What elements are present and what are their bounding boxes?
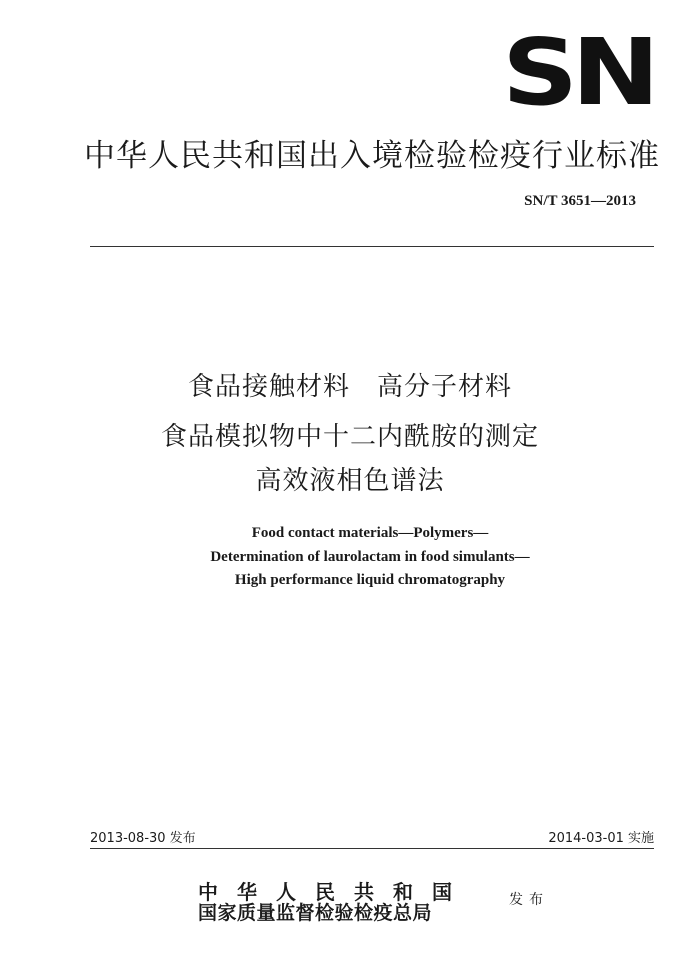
title-zh-line-2: 食品模拟物中十二内酰胺的测定 bbox=[160, 422, 539, 452]
issuer-line-2: 国家质量监督检验检疫总局 bbox=[198, 902, 433, 924]
top-divider bbox=[90, 246, 654, 247]
issue-date: 2013-08-30 发布 bbox=[90, 831, 196, 846]
effective-date: 2014-03-01 实施 bbox=[548, 831, 654, 846]
issuer-line-1: 中华人民共和国 bbox=[198, 880, 471, 904]
header-title: 中华人民共和国出入境检验检疫行业标准 bbox=[84, 138, 660, 174]
title-en-line-1: Food contact materials—Polymers— bbox=[251, 525, 489, 541]
issue-word: 发布 bbox=[509, 892, 549, 908]
title-en-line-2: Determination of laurolactam in food simulants— bbox=[210, 549, 530, 565]
title-en-line-3: High performance liquid chromatography bbox=[234, 572, 506, 588]
standard-code: SN/T 3651—2013 bbox=[524, 193, 636, 209]
bottom-divider bbox=[90, 848, 654, 849]
title-zh-line-3: 高效液相色谱法 bbox=[255, 466, 445, 496]
sn-logo: SN bbox=[502, 19, 653, 126]
title-zh-line-1: 食品接触材料 高分子材料 bbox=[187, 372, 512, 402]
